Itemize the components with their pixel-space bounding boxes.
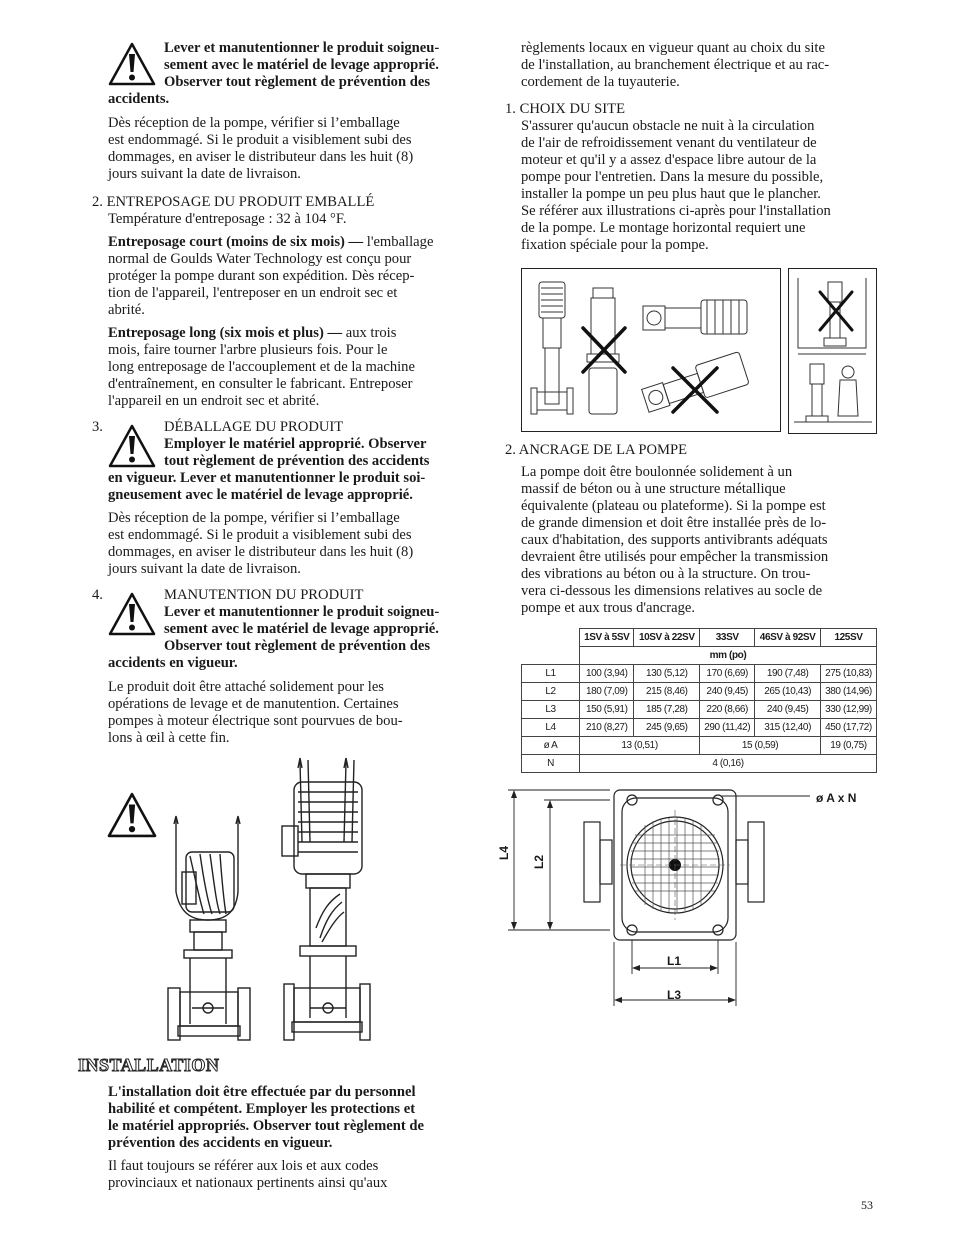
warning-text-3: Employer le matériel approprié. Observer tout règlement de prévention des accidents en vigueur. Lever et manutentionner le produit soi- gneusement avec le matériel de levage approprié. (108, 436, 430, 503)
section-4-title: MANUTENTION DU PRODUIT (164, 587, 364, 603)
label-l3: L3 (667, 988, 682, 1002)
paragraph-handling: Le produit doit être attaché solidement pour les opérations de levage et de manutention. Certaines pompes à moteur électrique sont pourvues de bou- lons à œil à cette fin. (108, 679, 403, 746)
table-row: L1 100 (3,94) 130 (5,12) 170 (6,69) 190 (7,48) 275 (10,83) (522, 665, 877, 683)
warning-text-1: Lever et manutentionner le produit soigneu- sement avec le matériel de levage approprié. Observer tout règlement de prévention des accidents. (108, 40, 440, 107)
table-header-row (522, 629, 877, 647)
table-header: 33SV (700, 629, 755, 647)
paragraph-continuation: règlements locaux en vigueur quant au choix du site de l'installation, au branchement électrique et au rac- cordement de la tuyauterie. (521, 40, 830, 90)
paragraph-reception: Dès réception de la pompe, vérifier si l’emballage est endommagé. Si le produit a visiblement subi des dommages, en aviser le distributeur dans les huit (8) jours suivant la date de livraison. (108, 115, 414, 182)
warning-text-4: Lever et manutentionner le produit soigneu- sement avec le matériel de levage approprié. Observer tout règlement de prévention des accidents en vigueur. (108, 604, 440, 671)
paragraph-short-storage: Entreposage court (moins de six mois) — l'emballage normal de Goulds Water Technology est conçu pour protéger la pompe durant son expédition. Dès récep- tion de l'appareil, l'entreposer en un endroit sec et abrité. (108, 234, 434, 318)
table-row: L4 210 (8,27) 245 (9,65) 290 (11,42) 315 (12,40) 450 (17,72) (522, 719, 877, 737)
paragraph-site: S'assurer qu'aucun obstacle ne nuit à la circulation de l'air de refroidissement venant du ventilateur de moteur et qu'il y a assez d'espace libre autour de la pompe pour l'entretien. Dans la mesure du possible, installer la pompe un peu plus haut que le plancher. Se référer aux illustrations ci-après pour l'installation de la pompe. Le montage horizontal requiert une fixation spéciale pour la pompe. (521, 118, 831, 253)
installation-paragraph: Il faut toujours se référer aux lois et aux codes provinciaux et nationaux pertinents ainsi qu'aux (108, 1158, 388, 1191)
table-header: 125SV (820, 629, 876, 647)
pump-lifting-illustration (160, 752, 400, 1044)
page-number: 53 (861, 1198, 873, 1212)
installation-warning: L'installation doit être effectuée par du personnel habilité et compétent. Employer les protections et le matériel appropriés. Observer tout règlement de prévention des accidents en vigueur. (108, 1084, 424, 1151)
table-unit-row (522, 647, 877, 665)
table-row: ø A 13 (0,51) 15 (0,59) 19 (0,75) (522, 737, 877, 755)
warning-icon (106, 792, 158, 838)
pump-orientation-illustration (521, 268, 781, 432)
pump-placement-illustration (788, 268, 877, 434)
installation-title: INSTALLATION (78, 1055, 220, 1075)
base-plate-diagram (490, 780, 880, 1010)
paragraph-anchor: La pompe doit être boulonnée solidement à un massif de béton ou à une structure métallique équivalente (plateau ou plateforme). Si la pompe est de grande dimension et doit être installée près de lo- caux d'habitation, des supports antivibrants adéquats devraient être utilisés pour empêcher la transmission des vibrations au béton ou à la structure. On trou- vera ci-dessous les dimensions relatives au socle de pompe et aux trous d'ancrage. (521, 464, 829, 616)
section-anchor-title: 2. ANCRAGE DE LA POMPE (505, 442, 688, 458)
section-site-title: 1. CHOIX DU SITE (505, 101, 625, 117)
table-row: L2 180 (7,09) 215 (8,46) 240 (9,45) 265 (10,43) 380 (14,96) (522, 683, 877, 701)
label-oa: ø A x N (816, 791, 857, 805)
label-l1: L1 (667, 954, 682, 968)
dimensions-table (521, 628, 877, 773)
table-row: L3 150 (5,91) 185 (7,28) 220 (8,66) 240 (9,45) 330 (12,99) (522, 701, 877, 719)
label-l2: L2 (532, 854, 546, 869)
label-l4: L4 (497, 845, 511, 860)
section-3-number: 3. (92, 419, 103, 435)
table-row: N 4 (0,16) (522, 755, 877, 773)
section-3-title: DÉBALLAGE DU PRODUIT (164, 419, 344, 435)
table-header: 1SV à 5SV (580, 629, 634, 647)
table-unit: mm (po) (580, 647, 877, 665)
table-header: 46SV à 92SV (755, 629, 821, 647)
table-header: 10SV à 22SV (634, 629, 700, 647)
paragraph-long-storage: Entreposage long (six mois et plus) — aux trois mois, faire tourner l'arbre plusieurs fois. Pour le long entreposage de l'accouplement et de la machine d'entraînement, en consulter le fabricant. Entreposer l'appareil en un endroit sec et abrité. (108, 325, 415, 409)
storage-temperature: Température d'entreposage : 32 à 104 °F. (108, 211, 347, 227)
paragraph-unpacking: Dès réception de la pompe, vérifier si l’emballage est endommagé. Si le produit a visiblement subi des dommages, en aviser le distributeur dans les huit (8) jours suivant la date de livraison. (108, 510, 414, 577)
section-2-title: 2. ENTREPOSAGE DU PRODUIT EMBALLÉ (92, 194, 375, 210)
section-4-number: 4. (92, 587, 103, 603)
